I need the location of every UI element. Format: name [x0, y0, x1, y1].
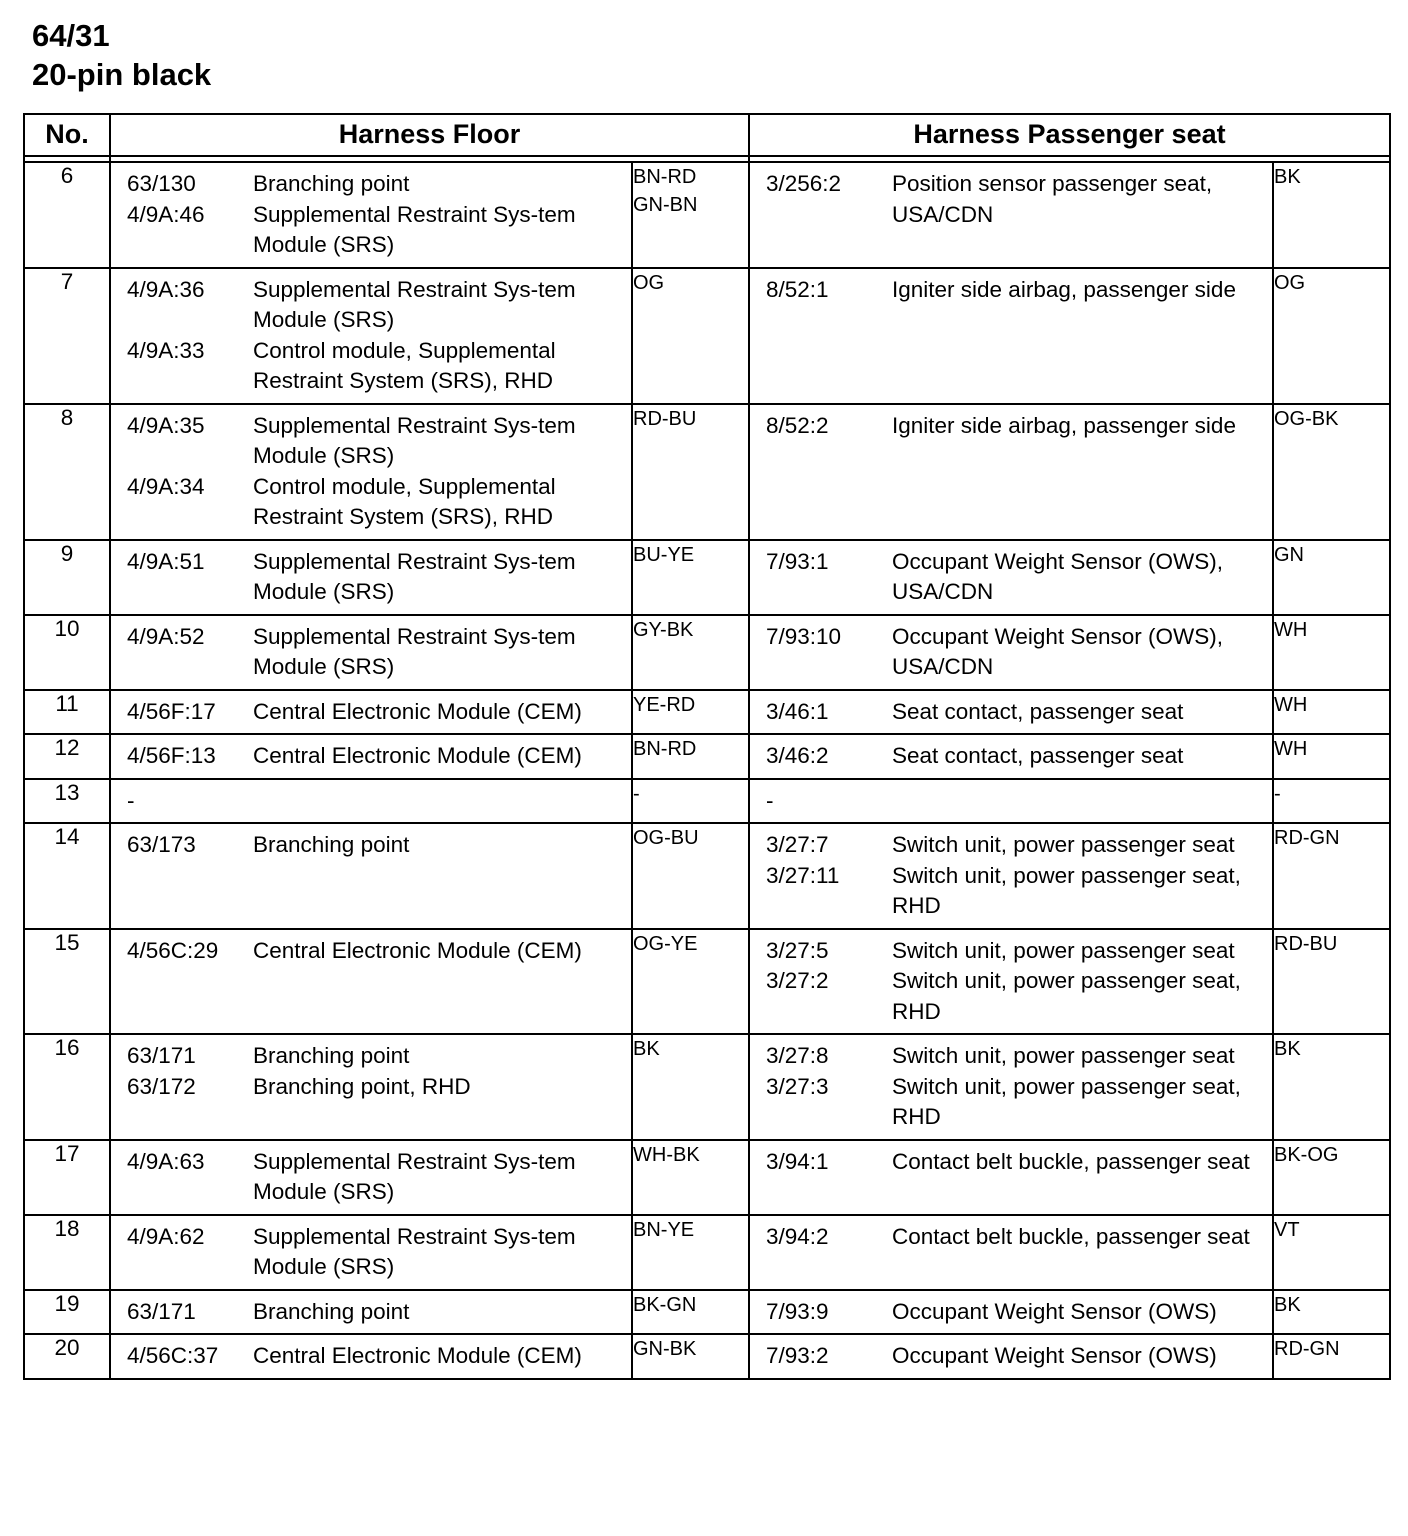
seat-wire-color: GN — [1273, 540, 1390, 615]
seat-wire-color: WH — [1273, 734, 1390, 779]
floor-connector-code: 4/9A:35 — [127, 412, 205, 438]
floor-connector-code: 4/9A:51 — [127, 548, 205, 574]
table-row — [24, 404, 1390, 540]
floor-connections — [110, 404, 632, 540]
floor-connector-code: 4/56C:37 — [127, 1343, 219, 1368]
seat-entry — [750, 1041, 1272, 1072]
connector-description: 20-pin black — [32, 57, 212, 92]
table-row — [24, 1034, 1390, 1140]
seat-entry — [750, 275, 1272, 306]
seat-connector-code: 7/93:1 — [766, 548, 829, 574]
table-body — [24, 162, 1390, 1379]
seat-component-description: Switch unit, power passenger seat, RHD — [892, 862, 1241, 918]
floor-connections — [110, 779, 632, 824]
seat-component-description: Igniter side airbag, passenger side — [892, 276, 1236, 302]
seat-wire-color: BK — [1273, 1290, 1390, 1335]
floor-entry — [111, 169, 631, 200]
floor-entry — [111, 741, 631, 772]
seat-connections — [749, 1140, 1273, 1215]
floor-connector-code: 63/171 — [127, 1298, 196, 1324]
seat-component-description: Seat contact, passenger seat — [892, 743, 1184, 768]
floor-entry — [111, 1041, 631, 1072]
floor-entry — [111, 547, 631, 608]
floor-wire-color: YE-RD — [632, 690, 749, 735]
seat-connector-code: 3/46:1 — [766, 698, 829, 724]
floor-component-description: Branching point — [253, 832, 410, 857]
seat-connector-code: 3/27:3 — [766, 1073, 829, 1099]
seat-connector-code: 3/46:2 — [766, 743, 829, 768]
floor-wire-color: BN-RD — [632, 734, 749, 779]
floor-entry — [111, 830, 631, 861]
table-row — [24, 690, 1390, 735]
floor-connections — [110, 1034, 632, 1140]
column-header-floor: Harness Floor — [110, 114, 749, 156]
seat-entry — [750, 547, 1272, 608]
floor-connections — [110, 268, 632, 404]
column-header-seat: Harness Passenger seat — [749, 114, 1390, 156]
seat-wire-color: BK — [1273, 1034, 1390, 1140]
floor-entry — [111, 200, 631, 261]
floor-wire-color: RD-BU — [632, 404, 749, 540]
floor-wire-color: GN-BK — [632, 1334, 749, 1379]
floor-connections — [110, 1290, 632, 1335]
seat-component-description: Switch unit, power passenger seat — [892, 832, 1235, 857]
pin-number: 14 — [24, 823, 110, 929]
pin-number: 11 — [24, 690, 110, 735]
seat-connections — [749, 1334, 1273, 1379]
floor-wire-color: BK — [632, 1034, 749, 1140]
seat-wire-color: RD-GN — [1273, 823, 1390, 929]
floor-connector-code: 4/9A:34 — [127, 473, 205, 499]
seat-wire-color: - — [1273, 779, 1390, 824]
floor-entry — [111, 1222, 631, 1283]
seat-entry — [750, 966, 1272, 1027]
connector-id: 64/31 — [32, 18, 110, 53]
pin-number: 12 — [24, 734, 110, 779]
seat-entry — [750, 1341, 1272, 1372]
seat-entry — [750, 1222, 1272, 1253]
floor-component-description: Central Electronic Module (CEM) — [253, 1343, 582, 1368]
floor-entry — [111, 697, 631, 728]
floor-connector-code: 4/56F:17 — [127, 698, 216, 724]
seat-component-description — [892, 786, 1272, 817]
table-row — [24, 268, 1390, 404]
seat-connector-code: 8/52:2 — [766, 412, 829, 438]
table-row — [24, 1215, 1390, 1290]
seat-connector-code: 3/94:1 — [766, 1148, 829, 1174]
seat-connector-code: 8/52:1 — [766, 276, 829, 302]
floor-component-description: Central Electronic Module (CEM) — [253, 937, 582, 963]
table-row — [24, 162, 1390, 268]
floor-connections — [110, 734, 632, 779]
seat-connector-code: 7/93:9 — [766, 1298, 829, 1324]
seat-entry — [750, 169, 1272, 230]
floor-connector-code: 4/9A:62 — [127, 1223, 205, 1249]
floor-component-description: Central Electronic Module (CEM) — [253, 743, 582, 768]
pin-number: 8 — [24, 404, 110, 540]
table-header-row — [24, 114, 1390, 156]
floor-component-description: Branching point — [253, 1298, 410, 1324]
seat-entry — [750, 1147, 1272, 1178]
seat-component-description: Contact belt buckle, passenger seat — [892, 1148, 1250, 1174]
floor-component-description: Supplemental Restraint Sys-tem Module (SRS) — [253, 1148, 576, 1204]
floor-connector-code: 63/172 — [127, 1073, 196, 1099]
floor-connector-code: 4/9A:36 — [127, 276, 205, 302]
floor-component-description: Supplemental Restraint Sys-tem Module (SRS) — [253, 276, 576, 332]
floor-connections — [110, 1140, 632, 1215]
seat-entry — [750, 622, 1272, 683]
pin-table — [23, 113, 1391, 1380]
pin-number: 9 — [24, 540, 110, 615]
floor-entry — [111, 472, 631, 533]
seat-component-description: Occupant Weight Sensor (OWS), USA/CDN — [892, 623, 1223, 679]
floor-wire-color: GY-BK — [632, 615, 749, 690]
floor-component-description: Branching point — [253, 171, 410, 196]
seat-entry — [750, 786, 1272, 817]
floor-connections — [110, 823, 632, 929]
seat-component-description: Switch unit, power passenger seat, RHD — [892, 1073, 1241, 1129]
floor-connections — [110, 1215, 632, 1290]
floor-component-description: Branching point — [253, 1043, 410, 1068]
seat-component-description: Igniter side airbag, passenger side — [892, 412, 1236, 438]
seat-entry — [750, 936, 1272, 967]
seat-component-description: Contact belt buckle, passenger seat — [892, 1223, 1250, 1249]
seat-wire-color: BK — [1273, 162, 1390, 268]
floor-component-description: Supplemental Restraint Sys-tem Module (SRS) — [253, 412, 576, 468]
floor-entry — [111, 1341, 631, 1372]
seat-component-description: Occupant Weight Sensor (OWS) — [892, 1298, 1217, 1324]
table-row — [24, 615, 1390, 690]
seat-wire-color: BK-OG — [1273, 1140, 1390, 1215]
seat-component-description: Switch unit, power passenger seat — [892, 1043, 1235, 1068]
floor-wire-color: - — [632, 779, 749, 824]
seat-connections — [749, 404, 1273, 540]
table-row — [24, 1290, 1390, 1335]
floor-connector-code: 4/9A:33 — [127, 337, 205, 363]
seat-connections — [749, 1034, 1273, 1140]
floor-connections — [110, 929, 632, 1035]
seat-component-description: Occupant Weight Sensor (OWS), USA/CDN — [892, 548, 1223, 604]
floor-connector-code: 63/173 — [127, 832, 196, 857]
floor-connections — [110, 615, 632, 690]
column-header-no: No. — [24, 114, 110, 156]
floor-connector-code: - — [127, 787, 135, 813]
seat-connections — [749, 615, 1273, 690]
seat-component-description: Switch unit, power passenger seat, RHD — [892, 968, 1241, 1024]
seat-entry — [750, 861, 1272, 922]
pin-number: 20 — [24, 1334, 110, 1379]
floor-connections — [110, 540, 632, 615]
floor-wire-color: BK-GN — [632, 1290, 749, 1335]
floor-entry — [111, 786, 631, 817]
seat-connector-code: 3/94:2 — [766, 1223, 829, 1249]
pin-number: 13 — [24, 779, 110, 824]
table-row — [24, 1140, 1390, 1215]
seat-connector-code: 3/27:5 — [766, 937, 829, 963]
table-row — [24, 540, 1390, 615]
seat-connector-code: 3/27:8 — [766, 1043, 829, 1068]
seat-connections — [749, 690, 1273, 735]
seat-entry — [750, 411, 1272, 442]
floor-entry — [111, 336, 631, 397]
seat-wire-color: OG-BK — [1273, 404, 1390, 540]
floor-wire-color: BU-YE — [632, 540, 749, 615]
floor-entry — [111, 1072, 631, 1103]
pin-number: 15 — [24, 929, 110, 1035]
floor-connector-code: 4/9A:63 — [127, 1148, 205, 1174]
seat-wire-color: OG — [1273, 268, 1390, 404]
seat-entry — [750, 1297, 1272, 1328]
table-row — [24, 779, 1390, 824]
floor-wire-color: OG-BU — [632, 823, 749, 929]
floor-connector-code: 63/130 — [127, 171, 196, 196]
seat-wire-color: VT — [1273, 1215, 1390, 1290]
floor-entry — [111, 1147, 631, 1208]
pin-number: 17 — [24, 1140, 110, 1215]
seat-connections — [749, 268, 1273, 404]
seat-connections — [749, 1290, 1273, 1335]
floor-connections — [110, 1334, 632, 1379]
seat-entry — [750, 697, 1272, 728]
seat-connector-code: 3/27:7 — [766, 832, 829, 857]
floor-component-description: Supplemental Restraint Sys-tem Module (SRS) — [253, 548, 576, 604]
floor-connector-code: 4/9A:46 — [127, 201, 205, 227]
pin-number: 6 — [24, 162, 110, 268]
pin-number: 19 — [24, 1290, 110, 1335]
seat-connections — [749, 540, 1273, 615]
floor-component-description — [253, 786, 631, 817]
seat-component-description: Position sensor passenger seat, USA/CDN — [892, 171, 1213, 227]
seat-entry — [750, 1072, 1272, 1133]
seat-component-description: Switch unit, power passenger seat — [892, 937, 1235, 963]
pin-number: 18 — [24, 1215, 110, 1290]
floor-component-description: Control module, Supplemental Restraint System (SRS), RHD — [253, 473, 556, 529]
floor-entry — [111, 275, 631, 336]
floor-component-description: Supplemental Restraint Sys-tem Module (SRS) — [253, 201, 576, 257]
floor-component-description: Supplemental Restraint Sys-tem Module (SRS) — [253, 623, 576, 679]
floor-wire-color: OG-YE — [632, 929, 749, 1035]
seat-connector-code: - — [766, 787, 774, 813]
seat-connector-code: 7/93:10 — [766, 623, 842, 649]
table-row — [24, 823, 1390, 929]
table-row — [24, 1334, 1390, 1379]
floor-connections — [110, 690, 632, 735]
seat-connector-code: 3/27:11 — [766, 862, 840, 888]
seat-entry — [750, 741, 1272, 772]
seat-component-description: Seat contact, passenger seat — [892, 698, 1184, 724]
seat-entry — [750, 830, 1272, 861]
seat-connector-code: 3/256:2 — [766, 171, 842, 196]
seat-connections — [749, 823, 1273, 929]
seat-wire-color: WH — [1273, 690, 1390, 735]
floor-wire-color: OG — [632, 268, 749, 404]
seat-connections — [749, 734, 1273, 779]
floor-wire-color: BN-RD GN-BN — [632, 162, 749, 268]
floor-component-description: Branching point, RHD — [253, 1073, 471, 1099]
floor-connector-code: 4/56F:13 — [127, 743, 216, 768]
floor-component-description: Central Electronic Module (CEM) — [253, 698, 582, 724]
seat-connections — [749, 779, 1273, 824]
seat-component-description: Occupant Weight Sensor (OWS) — [892, 1343, 1217, 1368]
floor-component-description: Control module, Supplemental Restraint System (SRS), RHD — [253, 337, 556, 393]
seat-connections — [749, 929, 1273, 1035]
seat-wire-color: WH — [1273, 615, 1390, 690]
pin-number: 16 — [24, 1034, 110, 1140]
seat-connector-code: 3/27:2 — [766, 968, 829, 993]
floor-entry — [111, 936, 631, 967]
floor-entry — [111, 622, 631, 683]
seat-connections — [749, 1215, 1273, 1290]
floor-connections — [110, 162, 632, 268]
pin-number: 10 — [24, 615, 110, 690]
table-row — [24, 734, 1390, 779]
floor-wire-color: BN-YE — [632, 1215, 749, 1290]
floor-entry — [111, 1297, 631, 1328]
seat-connections — [749, 162, 1273, 268]
seat-connector-code: 7/93:2 — [766, 1343, 829, 1368]
floor-connector-code: 63/171 — [127, 1043, 196, 1068]
floor-component-description: Supplemental Restraint Sys-tem Module (SRS) — [253, 1223, 576, 1279]
floor-wire-color: WH-BK — [632, 1140, 749, 1215]
floor-connector-code: 4/9A:52 — [127, 623, 205, 649]
seat-wire-color: RD-BU — [1273, 929, 1390, 1035]
floor-entry — [111, 411, 631, 472]
seat-wire-color: RD-GN — [1273, 1334, 1390, 1379]
table-row — [24, 929, 1390, 1035]
pin-number: 7 — [24, 268, 110, 404]
floor-connector-code: 4/56C:29 — [127, 937, 219, 963]
